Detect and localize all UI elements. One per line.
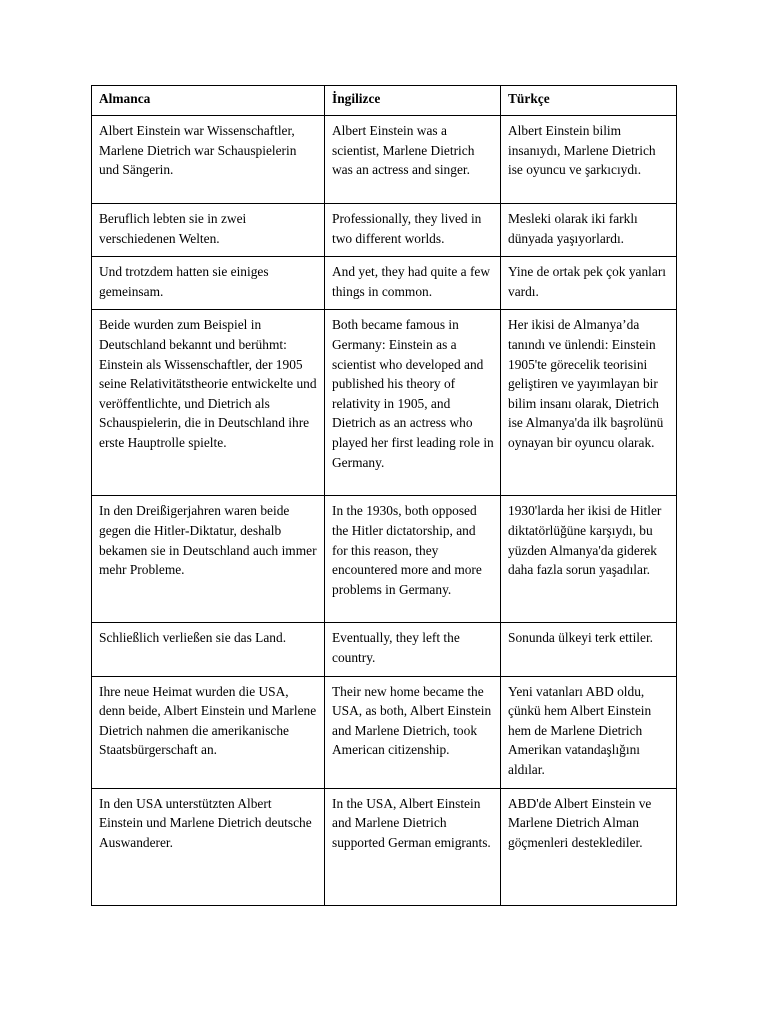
cell-german: Beruflich lebten sie in zwei verschiedenen Welten. bbox=[92, 204, 325, 257]
table-header-row bbox=[92, 86, 677, 116]
cell-german: Beide wurden zum Beispiel in Deutschland bekannt und berühmt: Einstein als Wissenschaftler, der 1905 seine Relativitätstheorie entwickelte und veröffentlichte, und Dietrich als Schauspielerin, die in Deutschland ihre erste Hauptrolle spielte. bbox=[92, 310, 325, 496]
cell-turkish: ABD'de Albert Einstein ve Marlene Dietrich Alman göçmenleri desteklediler. bbox=[501, 788, 677, 905]
header-german: Almanca bbox=[92, 86, 325, 116]
cell-turkish: Sonunda ülkeyi terk ettiler. bbox=[501, 623, 677, 676]
table-row bbox=[92, 310, 677, 496]
table-row bbox=[92, 204, 677, 257]
cell-german: In den USA unterstützten Albert Einstein und Marlene Dietrich deutsche Auswanderer. bbox=[92, 788, 325, 905]
cell-turkish: Mesleki olarak iki farklı dünyada yaşıyorlardı. bbox=[501, 204, 677, 257]
cell-german: Albert Einstein war Wissenschaftler, Marlene Dietrich war Schauspielerin und Sängerin. bbox=[92, 116, 325, 204]
cell-english: And yet, they had quite a few things in common. bbox=[325, 257, 501, 310]
table-row bbox=[92, 116, 677, 204]
header-english: İngilizce bbox=[325, 86, 501, 116]
cell-turkish: Albert Einstein bilim insanıydı, Marlene Dietrich ise oyuncu ve şarkıcıydı. bbox=[501, 116, 677, 204]
cell-english: In the 1930s, both opposed the Hitler dictatorship, and for this reason, they encountered more and more problems in Germany. bbox=[325, 496, 501, 623]
cell-german: Und trotzdem hatten sie einiges gemeinsam. bbox=[92, 257, 325, 310]
header-turkish: Türkçe bbox=[501, 86, 677, 116]
cell-turkish: Her ikisi de Almanya’da tanındı ve ünlendi: Einstein 1905'te görecelik teorisini geliştiren ve yayımlayan bir bilim insanı olarak, Dietrich ise Almanya'da ilk başrolünü oynayan bir oyuncu olarak. bbox=[501, 310, 677, 496]
table-row bbox=[92, 496, 677, 623]
cell-turkish: Yeni vatanları ABD oldu, çünkü hem Albert Einstein hem de Marlene Dietrich Amerikan vatandaşlığını aldılar. bbox=[501, 676, 677, 788]
translation-table bbox=[91, 85, 677, 906]
table-row bbox=[92, 676, 677, 788]
table-row bbox=[92, 788, 677, 905]
cell-german: Schließlich verließen sie das Land. bbox=[92, 623, 325, 676]
cell-english: Professionally, they lived in two different worlds. bbox=[325, 204, 501, 257]
cell-german: In den Dreißigerjahren waren beide gegen die Hitler-Diktatur, deshalb bekamen sie in Deutschland auch immer mehr Probleme. bbox=[92, 496, 325, 623]
cell-english: In the USA, Albert Einstein and Marlene Dietrich supported German emigrants. bbox=[325, 788, 501, 905]
cell-english: Albert Einstein was a scientist, Marlene Dietrich was an actress and singer. bbox=[325, 116, 501, 204]
cell-english: Eventually, they left the country. bbox=[325, 623, 501, 676]
table-row bbox=[92, 623, 677, 676]
cell-turkish: Yine de ortak pek çok yanları vardı. bbox=[501, 257, 677, 310]
cell-turkish: 1930'larda her ikisi de Hitler diktatörlüğüne karşıydı, bu yüzden Almanya'da giderek daha fazla sorun yaşadılar. bbox=[501, 496, 677, 623]
table-row bbox=[92, 257, 677, 310]
cell-english: Both became famous in Germany: Einstein as a scientist who developed and published his theory of relativity in 1905, and Dietrich as an actress who played her first leading role in Germany. bbox=[325, 310, 501, 496]
cell-english: Their new home became the USA, as both, Albert Einstein and Marlene Dietrich, took American citizenship. bbox=[325, 676, 501, 788]
cell-german: Ihre neue Heimat wurden die USA, denn beide, Albert Einstein und Marlene Dietrich nahmen die amerikanische Staatsbürgerschaft an. bbox=[92, 676, 325, 788]
